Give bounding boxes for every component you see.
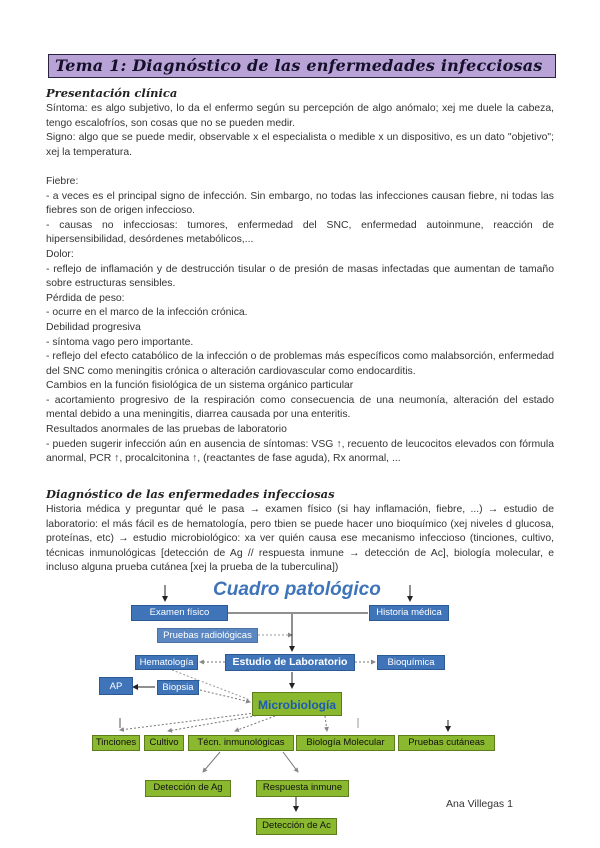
box-pruebas-radiologicas: Pruebas radiológicas	[157, 628, 258, 643]
arrow-to-deteccion-ag	[203, 752, 220, 772]
item-line: Pérdida de peso:	[46, 292, 125, 304]
page-title: Tema 1: Diagnóstico de las enfermedades infecciosas	[55, 56, 543, 75]
box-pruebas-cutaneas: Pruebas cutáneas	[398, 735, 495, 751]
box-examen-fisico: Examen físico	[131, 605, 228, 621]
item-line: - acortamiento progresivo de la respiración como consecuencia de una neumonía, alteración del estado mental debido a una meningitis, diarrea causada por una enteritis.	[46, 394, 554, 421]
box-tecnicas-inmunologicas: Técn. inmunológicas	[188, 735, 294, 751]
item-line: - causas no infecciosas: tumores, enfermedad del SNC, enfermedad autoinmune, reacción de hipersensibilidad, desórdenes metabólicos,...	[46, 219, 554, 246]
paragraph-sintoma: Síntoma: es algo subjetivo, lo da el enfermo según su percepción de algo anómalo; xej me duele la cabeza, tengo escalofríos, son cosas que no se pueden medir.	[46, 103, 554, 129]
page-footer: Ana Villegas 1	[446, 798, 513, 810]
arrow-biopsia-micro	[200, 690, 250, 702]
diagram-title: Cuadro patológico	[213, 579, 381, 600]
item-line: - a veces es el principal signo de infección. Sin embargo, no todas las infecciones causan fiebre, ni todas las fiebres son de origen infeccioso.	[46, 190, 554, 217]
box-estudio-laboratorio: Estudio de Laboratorio	[225, 654, 355, 671]
box-deteccion-ag: Detección de Ag	[145, 780, 231, 797]
item-line: Resultados anormales de las pruebas de laboratorio	[46, 424, 287, 436]
item-line: - pueden sugerir infección aún en ausencia de síntomas: VSG ↑, recuento de leucocitos elevados con fórmula anormal, PCR ↑, procalcitonina ↑, (reactantes de fase aguda), Rx anormal, ...	[46, 438, 554, 465]
box-tinciones: Tinciones	[92, 735, 140, 751]
arrow-to-respuesta	[283, 752, 298, 772]
arrow-to-inmunologicas	[235, 716, 275, 731]
box-historia-medica: Historia médica	[369, 605, 449, 621]
arrow-to-cultivo	[168, 715, 260, 731]
item-line: Debilidad progresiva	[46, 321, 141, 333]
item-line: Cambios en la función fisiológica de un sistema orgánico particular	[46, 380, 354, 392]
paragraph-signo: Signo: algo que se puede medir, observable x el especialista o medible x un dispositivo, es un dato "objetivo"; xej la temperatura.	[46, 132, 554, 158]
box-bioquimica: Bioquímica	[377, 655, 445, 670]
box-ap: AP	[99, 677, 133, 695]
box-biologia-molecular: Biología Molecular	[296, 735, 395, 751]
item-line: Fiebre:	[46, 175, 79, 187]
arrow-to-molecular	[325, 716, 327, 731]
section-heading-diagnostico: Diagnóstico de las enfermedades infecciosas	[46, 487, 335, 501]
item-line: - reflejo del efecto catabólico de la infección o de problemas más específicos como malabsorción, enfermedad del SNC como meningitis crónica o alteración cardiovascular como endocarditis.	[46, 351, 554, 377]
section-heading-presentacion: Presentación clínica	[46, 86, 178, 100]
item-line: - síntoma vago pero importante.	[46, 336, 194, 348]
item-line: - ocurre en el marco de la infección crónica.	[46, 307, 248, 319]
paragraph-diagnostico: Historia médica y preguntar qué le pasa → examen físico (si hay inflamación, fiebre, ...) → estudio de laboratorio: el más fácil es de hematología, pero tbien se puede hacer uno bioquímico (xej niveles d glucosa, proteínas, etc) → estudio microbiológico: xa ver quién causa ese mecanismo infeccioso (tinciones, cultivo, técnicas inmunológicas [detección de Ag // respuesta inmune → detección de Ac], biología molecular, e incluso alguna prueba cutánea [xej la prueba de la tuberculina])	[46, 504, 554, 574]
box-biopsia: Biopsia	[157, 680, 199, 695]
item-line: Dolor:	[46, 248, 74, 260]
box-hematologia: Hematología	[135, 655, 198, 670]
box-respuesta-inmune: Respuesta inmune	[256, 780, 349, 797]
box-deteccion-ac: Detección de Ac	[256, 818, 337, 835]
box-microbiologia: Microbiología	[252, 692, 342, 716]
box-cultivo: Cultivo	[144, 735, 184, 751]
item-line: - reflejo de inflamación y de destrucción tisular o de presión de masas infectadas que aumentan de tamaño sobre estructuras sensibles.	[46, 263, 554, 290]
